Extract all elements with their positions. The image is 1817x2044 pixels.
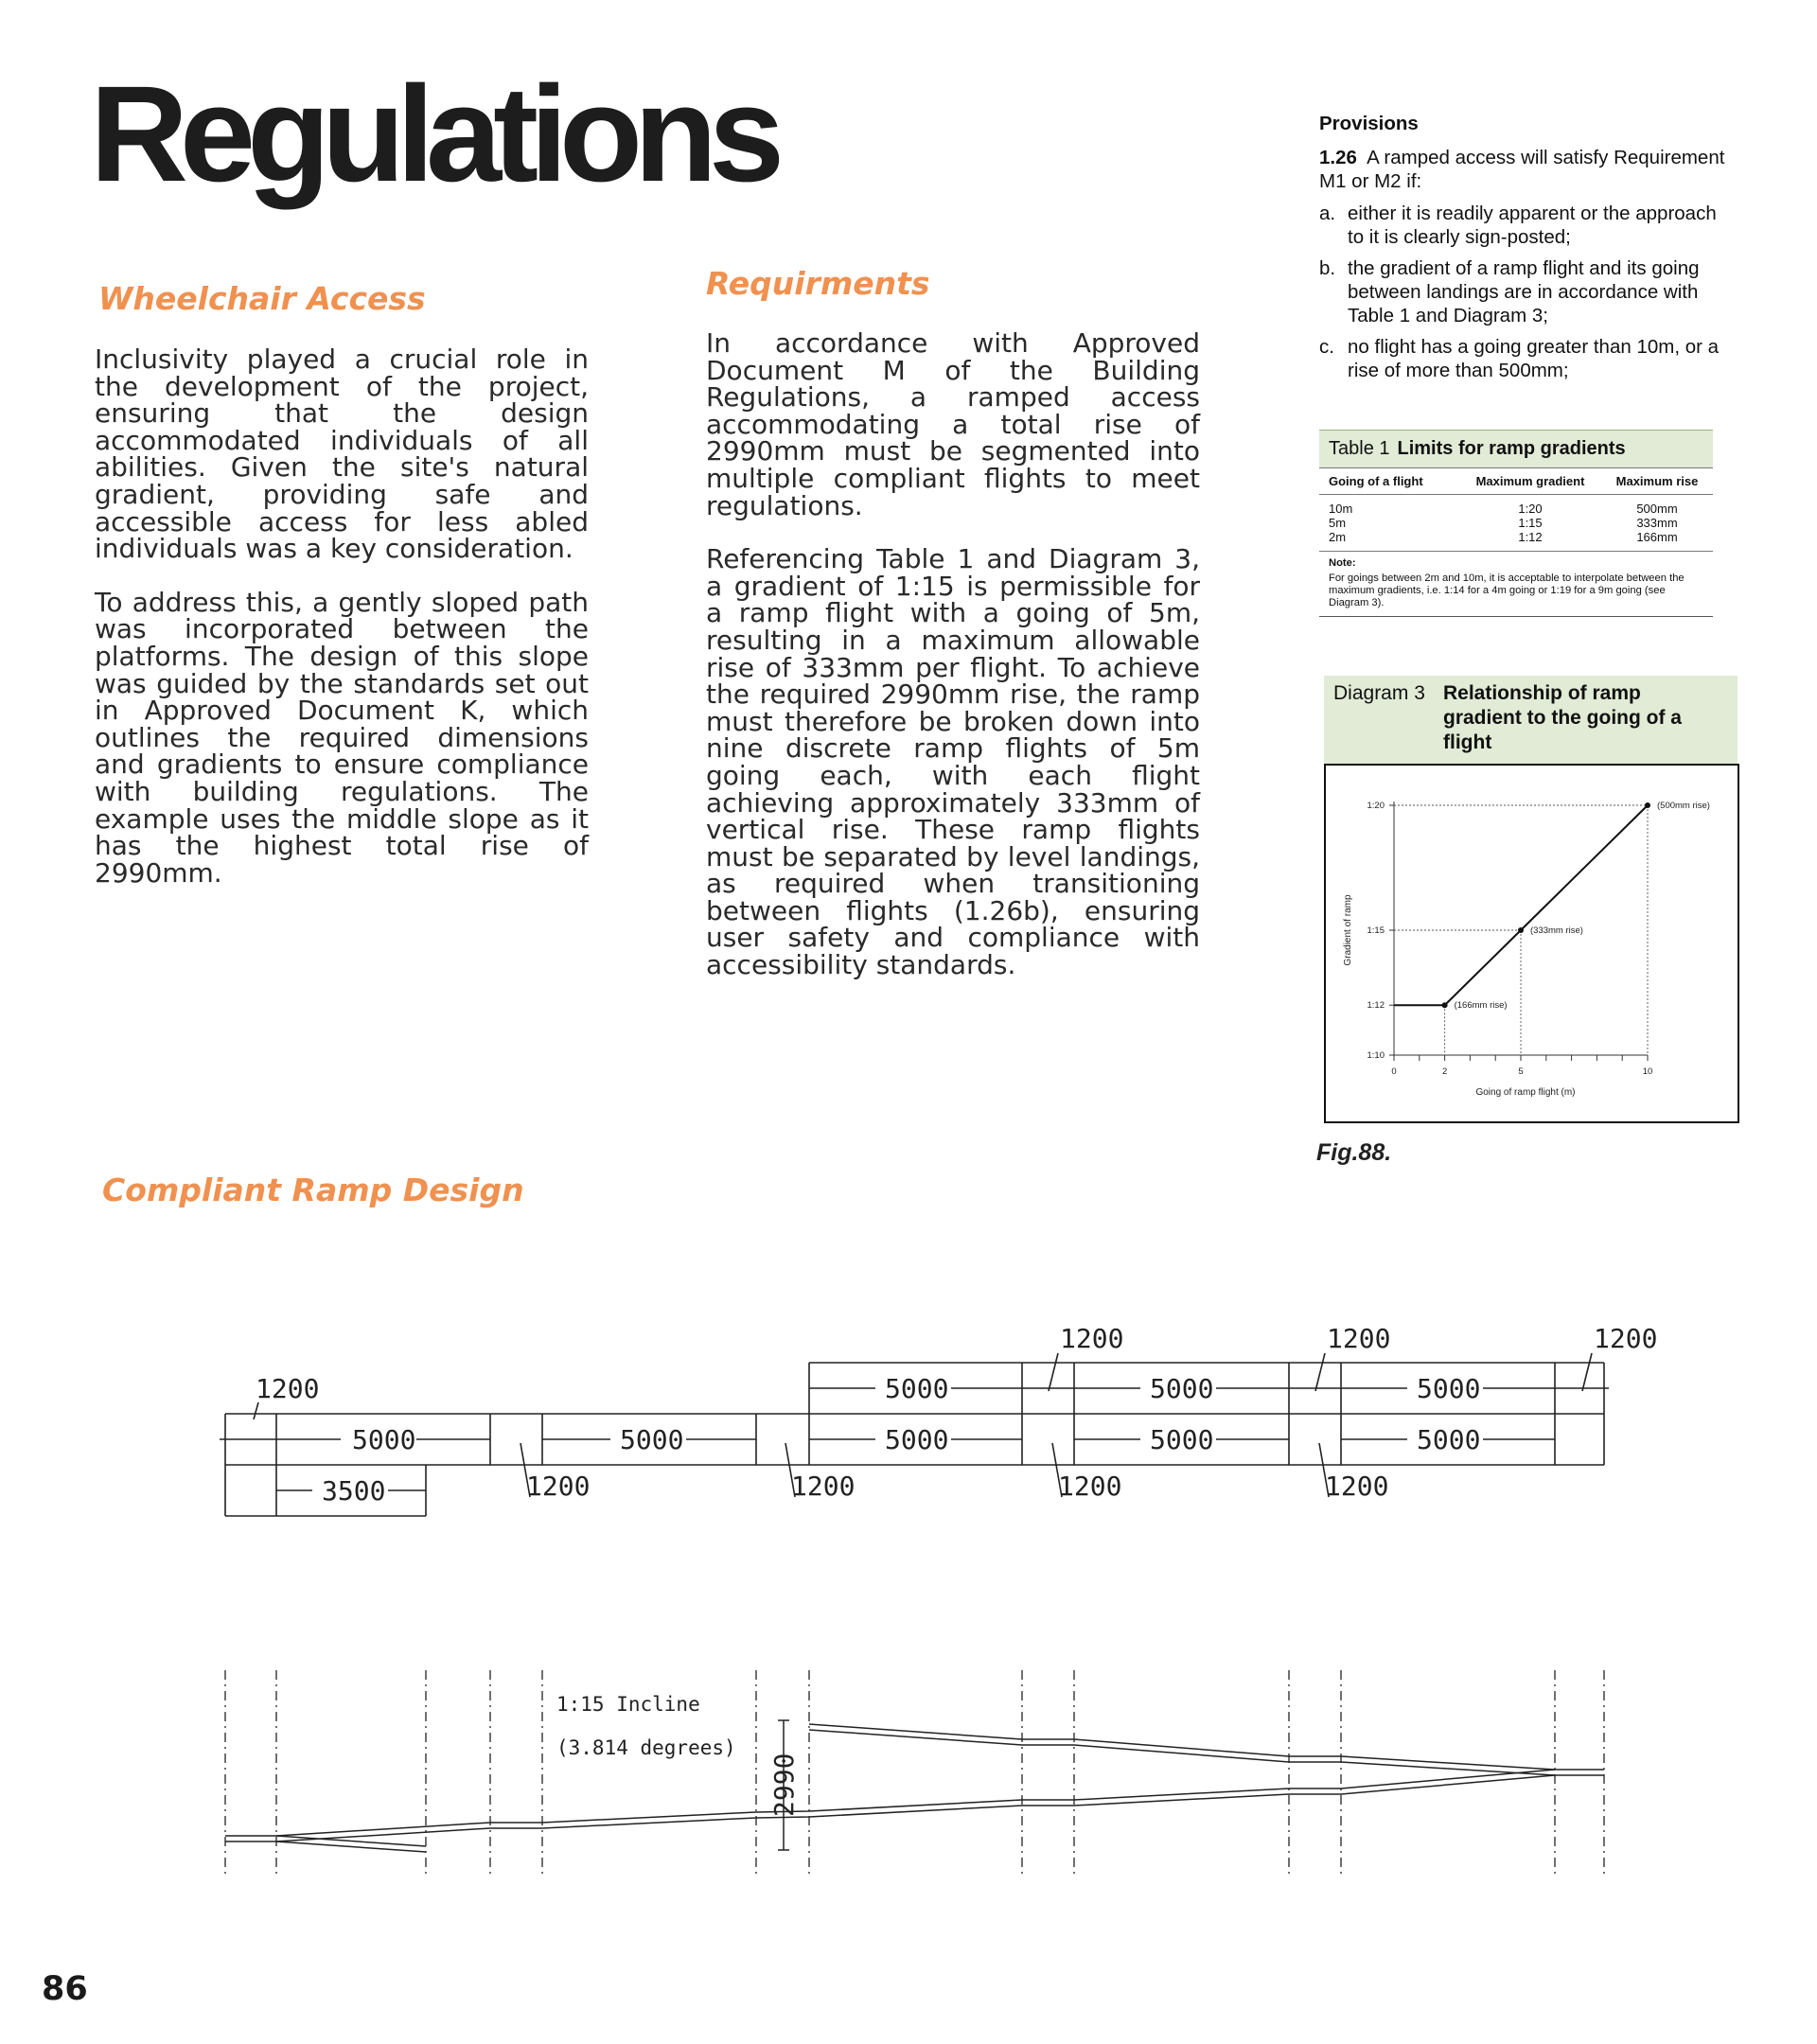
plan-dim-label: 5000: [1150, 1373, 1214, 1404]
x-tick-label: 10: [1642, 1066, 1653, 1077]
y-axis-title: Gradient of ramp: [1343, 894, 1353, 966]
table-cell: 1:20: [1518, 502, 1543, 516]
requirements-paragraph-2: Referencing Table 1 and Diagram 3, a gradient of 1:15 is permissible for a ramp flight with a going of 5m, resulting in a maximum allowable rise of 333mm per flight. To achieve the required 2990mm rise, the ramp must therefore be broken down into nine discrete ramp flights of 5m going each, with each flight achieving approximately 333mm of vertical rise. These ramp flights must be separated by level landings, as required when transitioning between flights (1.26b), ensuring user safety and compliance with accessibility standards.: [706, 543, 1200, 981]
degrees-label: (3.814 degrees): [556, 1736, 736, 1759]
wheelchair-paragraph-2: To address this, a gently sloped path was incorporated between the platforms. The design of this slope was guided by the standards set out in Approved Document K, which outlines the required dimensions and gradients to ensure compliance with building regulations. The example uses the middle slope as it has the highest total rise of 2990mm.: [95, 586, 589, 889]
x-tick-label: 2: [1441, 1066, 1448, 1077]
plan-dim-label: 1200: [256, 1373, 320, 1404]
incline-label: 1:15 Incline: [556, 1693, 700, 1716]
ramp-profile: [276, 1841, 426, 1852]
plan-dim-label: 1200: [1325, 1471, 1389, 1502]
rise-label: 2990: [768, 1753, 800, 1817]
ramp-design-heading: Compliant Ramp Design: [102, 1172, 524, 1208]
table-cell: 166mm: [1636, 530, 1678, 544]
page-title: Regulations: [90, 58, 777, 210]
data-label: (333mm rise): [1530, 925, 1583, 936]
diagram-label: Diagram 3: [1333, 682, 1425, 704]
data-label: (500mm rise): [1657, 801, 1710, 811]
provision-item-text: no flight has a going greater than 10m, or a rise of more than 500mm;: [1348, 336, 1720, 381]
plan-dim-label: 1200: [1058, 1471, 1122, 1502]
table-cell: 10m: [1329, 502, 1353, 516]
plan-dim-label: 5000: [885, 1373, 949, 1404]
plan-dim-label: 1200: [1060, 1323, 1124, 1354]
plan-leader: [1582, 1353, 1592, 1391]
column-header: Maximum rise: [1615, 474, 1699, 488]
x-tick-label: 0: [1391, 1066, 1397, 1077]
y-tick-label: 1:12: [1367, 1000, 1385, 1012]
provisions-title: Provisions: [1319, 113, 1419, 134]
plan-leader: [1049, 1353, 1058, 1391]
plan-dim-label: 1200: [1594, 1323, 1658, 1354]
table-cell: 500mm: [1636, 502, 1678, 516]
plan-dim-label: 1200: [526, 1471, 591, 1502]
table-cell: 1:15: [1518, 516, 1543, 530]
provision-item-label: c.: [1319, 336, 1334, 358]
table-caption: Limits for ramp gradients: [1397, 438, 1626, 459]
plan-dim-label: 3500: [322, 1475, 386, 1507]
ramp-profile: [225, 1770, 1604, 1836]
y-tick-label: 1:10: [1367, 1050, 1385, 1061]
plan-dim-label: 1200: [791, 1471, 856, 1502]
plan-dim-label: 5000: [352, 1424, 416, 1455]
y-tick-label: 1:20: [1367, 801, 1385, 811]
plan-dim-label: 5000: [1150, 1424, 1214, 1455]
plan-dim-label: 5000: [620, 1424, 684, 1455]
ramp-profile: [225, 1775, 1604, 1841]
table-cell: 333mm: [1636, 516, 1678, 530]
clause-text: A ramped access will satisfy Requirement M1 or M2 if:: [1319, 147, 1725, 192]
plan-dim-label: 5000: [885, 1424, 949, 1455]
clause-number: 1.26: [1319, 147, 1357, 168]
ramp-section: [225, 1720, 1604, 1852]
table-note-text: For goings between 2m and 10m, it is acceptable to interpolate between the maximum gradients, i.e. 1:14 for a 4m going or 1:19 for a 9m going (see Diagram 3).: [1329, 573, 1685, 608]
x-tick-label: 5: [1518, 1066, 1524, 1077]
requirements-paragraph-1: In accordance with Approved Document M of the Building Regulations, a ramped access accommodating a total rise of 2990mm must be segmented into multiple compliant flights to meet regulations.: [706, 327, 1200, 521]
section-gridlines: [225, 1670, 1604, 1878]
table-note-title: Note:: [1329, 557, 1356, 569]
provision-item-label: b.: [1319, 257, 1336, 279]
plan-dim-label: 5000: [1417, 1424, 1481, 1455]
table-cell: 1:12: [1518, 530, 1543, 544]
wheelchair-access-heading: Wheelchair Access: [98, 280, 426, 317]
plan-leader: [254, 1402, 258, 1419]
provision-item-label: a.: [1319, 203, 1336, 224]
plan-dim-label: 1200: [1327, 1323, 1391, 1354]
column-header: Going of a flight: [1329, 474, 1423, 488]
provision-item-text: either it is readily apparent or the approach to it is clearly sign-posted;: [1348, 203, 1717, 248]
diagram-title: Relationship of ramp gradient to the going of a flight: [1443, 682, 1682, 753]
plan-labels: [256, 1323, 1657, 1507]
table-label: Table 1: [1329, 438, 1390, 459]
table-cell: 2m: [1329, 530, 1347, 544]
plan-leader: [1315, 1353, 1325, 1391]
page-number: 86: [42, 1970, 88, 2008]
x-axis-title: Going of ramp flight (m): [1475, 1087, 1576, 1098]
figure-caption: Fig.88.: [1316, 1139, 1392, 1166]
provision-item-text: the gradient of a ramp flight and its going between landings are in accordance with Table 1 and Diagram 3;: [1348, 257, 1700, 326]
ramp-profile: [809, 1730, 1555, 1775]
requirements-heading: Requirments: [706, 265, 930, 302]
column-header: Maximum gradient: [1475, 474, 1585, 488]
data-label: (166mm rise): [1454, 1000, 1508, 1012]
wheelchair-paragraph-1: Inclusivity played a crucial role in the development of the project, ensuring that the design accommodated individuals of all abilities. Given the site's natural gradient, providing safe and accessible access for less abled individuals was a key consideration.: [95, 344, 589, 565]
ramp-profile: [809, 1724, 1555, 1770]
y-tick-label: 1:15: [1367, 925, 1385, 936]
table-cell: 5m: [1329, 516, 1347, 530]
section-labels: [556, 1693, 800, 1817]
plan-dim-label: 5000: [1417, 1373, 1481, 1404]
